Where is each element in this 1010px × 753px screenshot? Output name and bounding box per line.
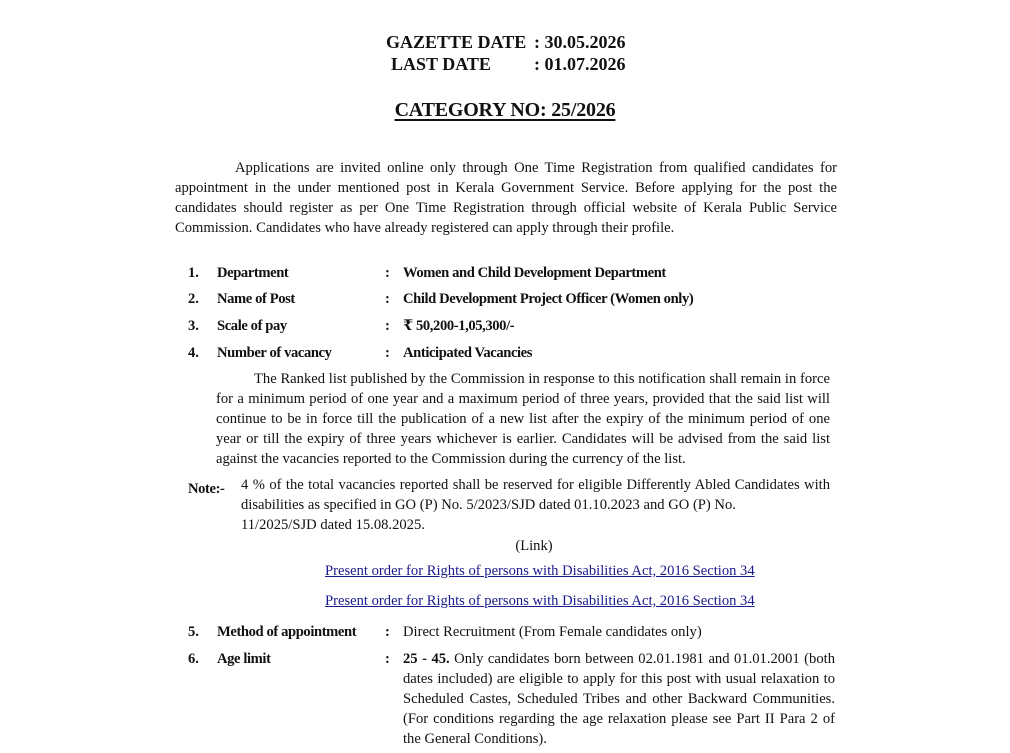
gazette-date-row xyxy=(386,31,626,53)
note-label: Note:- xyxy=(188,481,225,497)
item-colon: : xyxy=(385,291,390,307)
last-date-value: : 01.07.2026 xyxy=(534,54,626,74)
note-text: 4 % of the total vacancies reported shall be reserved for eligible Differently Abled Candidates with disabilities as specified in GO (P) No. 5/2023/SJD dated 01.10.2023 and GO (P) No. xyxy=(241,477,830,513)
item-label: Department xyxy=(217,265,289,281)
item-value: Anticipated Vacancies xyxy=(403,345,533,361)
item-number: 2. xyxy=(188,291,199,307)
rpwd-order-link-1[interactable]: Present order for Rights of persons with Disabilities Act, 2016 Section 34 xyxy=(325,563,755,579)
gazette-date-label: GAZETTE DATE xyxy=(386,32,527,52)
note-continuation: 11/2025/SJD dated 15.08.2025. xyxy=(241,517,425,533)
item-colon: : xyxy=(385,318,390,334)
item-colon: : xyxy=(385,265,390,281)
last-date-label: LAST DATE xyxy=(391,54,491,74)
item-label: Name of Post xyxy=(217,291,295,307)
item-value: ₹ 50,200-1,05,300/- xyxy=(403,318,515,334)
item-label: Age limit xyxy=(217,651,271,667)
item-number: 6. xyxy=(188,651,199,667)
item-number: 4. xyxy=(188,345,199,361)
item-value: Direct Recruitment (From Female candidates only) xyxy=(403,624,702,640)
item-label: Number of vacancy xyxy=(217,345,332,361)
item-colon: : xyxy=(385,345,390,361)
dates-header xyxy=(386,31,626,75)
age-range: 25 - 45. xyxy=(403,651,450,667)
item-label: Scale of pay xyxy=(217,318,287,334)
gazette-date-value: : 30.05.2026 xyxy=(534,32,626,52)
item-number: 1. xyxy=(188,265,199,281)
link-caption: (Link) xyxy=(515,538,553,554)
rpwd-order-link-2[interactable]: Present order for Rights of persons with Disabilities Act, 2016 Section 34 xyxy=(325,593,755,609)
item-colon: : xyxy=(385,651,390,667)
ranked-list-paragraph: The Ranked list published by the Commission in response to this notification shall remain in force for a minimum period of one year and a maximum period of three years, provided that the said list will continue to be in force till the publication of a new list after the expiry of the minimum period of one year or till the expiry of three years whichever is earlier. Candidates will be advised from the said list against the vacancies reported to the Commission during the currency of the list. xyxy=(216,371,830,467)
item-number: 3. xyxy=(188,318,199,334)
age-limit-details: Only candidates born between 02.01.1981 and 01.01.2001 (both dates included) are eligible to apply for this post with usual relaxation to Scheduled Castes, Scheduled Tribes and other Backward Communities. (For conditions regarding the age relaxation please see Part II Para 2 of the General Conditions). xyxy=(403,651,835,747)
item-value: Women and Child Development Department xyxy=(403,265,666,281)
item-label: Method of appointment xyxy=(217,624,357,640)
last-date-row xyxy=(386,53,626,75)
intro-paragraph: Applications are invited online only through One Time Registration from qualified candidates for appointment in the under mentioned post in Kerala Government Service. Before applying for the post the candidates should register as per One Time Registration through official website of Kerala Public Service Commission. Candidates who have already registered can apply through their profile. xyxy=(175,160,837,236)
category-number: CATEGORY NO: 25/2026 xyxy=(394,99,616,121)
item-value: Child Development Project Officer (Women only) xyxy=(403,291,694,307)
item-number: 5. xyxy=(188,624,199,640)
item-colon: : xyxy=(385,624,390,640)
item-value xyxy=(403,649,835,749)
